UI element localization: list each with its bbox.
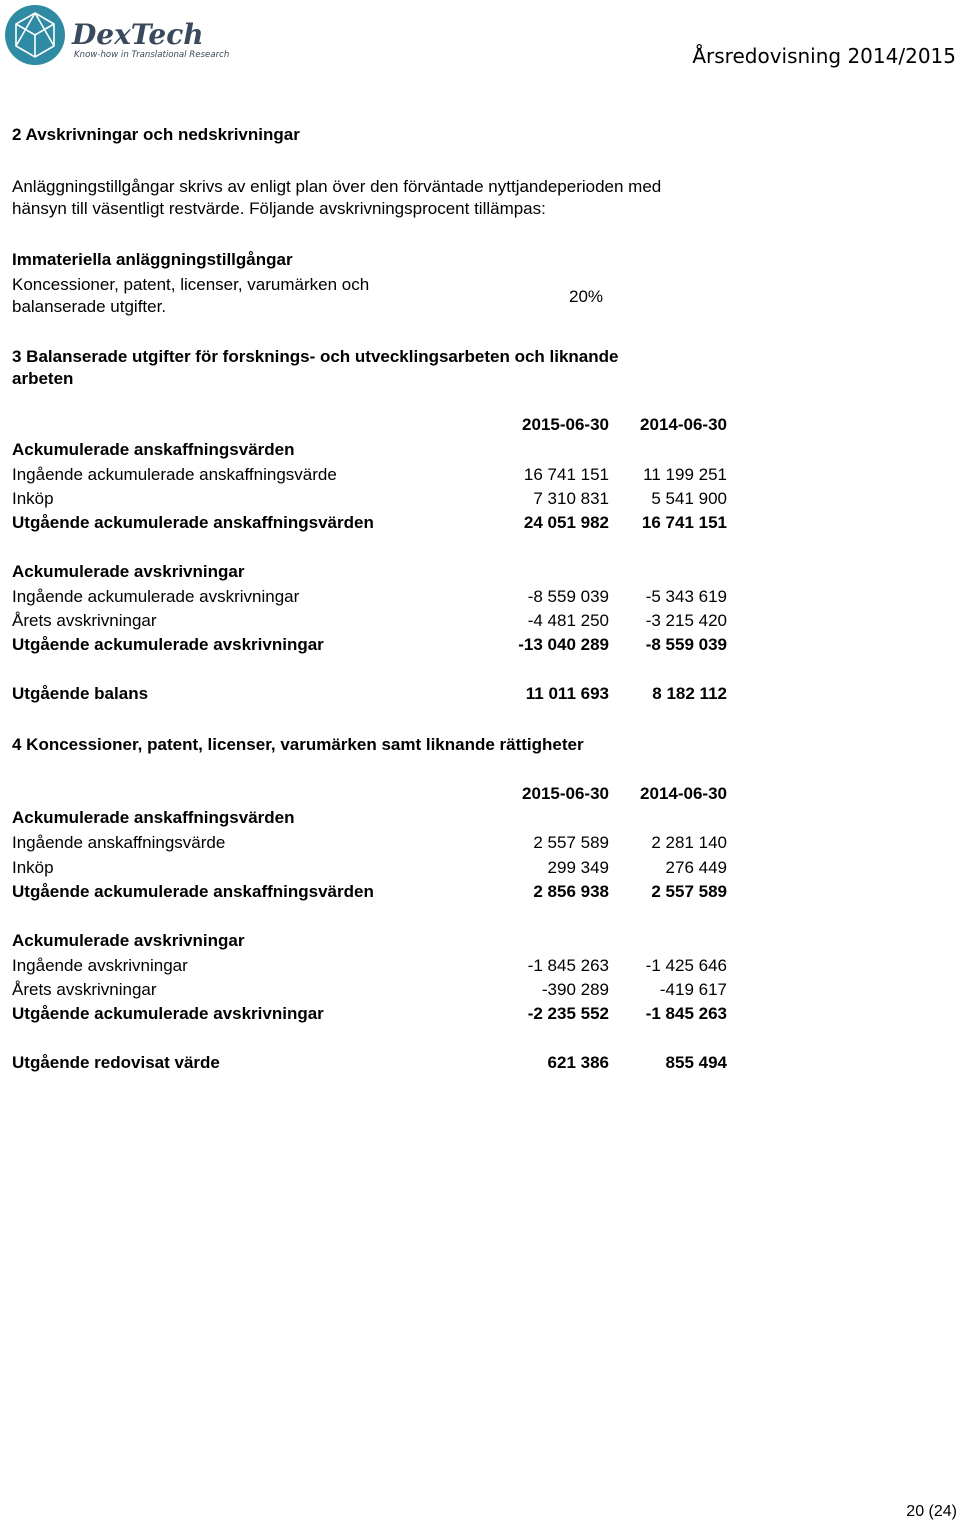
note4-heading: 4 Koncessioner, patent, licenser, varumärken samt liknande rättigheter: [12, 735, 584, 754]
note3-row-value-2014: -5 343 619: [645, 587, 727, 606]
note4-section-label: Ackumulerade anskaffningsvärden: [12, 808, 295, 827]
note3-subtotal-value-2014: 16 741 151: [641, 513, 727, 532]
note2-item-line1: Koncessioner, patent, licenser, varumärken och: [12, 275, 370, 294]
note4-row-value-2014: -419 617: [659, 980, 727, 999]
note3-subtotal-label: Utgående ackumulerade avskrivningar: [12, 635, 324, 654]
page-number: 20 (24): [906, 1503, 957, 1520]
logo-name: DexTech: [72, 18, 204, 51]
note3-total-value-2015: 11 011 693: [525, 684, 609, 703]
note4-subtotal-value-2014: -1 845 263: [645, 1004, 727, 1023]
note3-row-value-2014: 5 541 900: [651, 489, 727, 508]
note4-row-value-2014: 276 449: [665, 858, 727, 877]
report-title: Årsredovisning 2014/2015: [692, 44, 956, 68]
note2-paragraph-line2: hänsyn till väsentligt restvärde. Följande avskrivningsprocent tillämpas:: [12, 199, 546, 218]
note4-total-value-2015: 621 386: [547, 1053, 609, 1072]
note3-total-label: Utgående balans: [12, 684, 149, 703]
note4-row-label: Ingående anskaffningsvärde: [12, 833, 226, 852]
note3-row-label: Inköp: [12, 489, 54, 508]
note3-section-label: Ackumulerade anskaffningsvärden: [12, 440, 295, 459]
note3-subtotal-value-2015: -13 040 289: [518, 635, 609, 654]
note4-section-label: Ackumulerade avskrivningar: [12, 931, 245, 950]
note2-subheading: Immateriella anläggningstillgångar: [12, 250, 293, 269]
note3-row-value-2015: -8 559 039: [527, 587, 609, 606]
note3-row-value-2015: -4 481 250: [527, 611, 609, 630]
depreciation-rate: 20%: [569, 287, 604, 306]
note3-row-label: Årets avskrivningar: [12, 611, 157, 630]
note4-row-value-2015: -390 289: [541, 980, 609, 999]
note4-row-label: Årets avskrivningar: [12, 980, 157, 999]
note3-subtotal-label: Utgående ackumulerade anskaffningsvärden: [12, 513, 374, 532]
note4-total-label: Utgående redovisat värde: [12, 1053, 220, 1072]
note3-row-label: Ingående ackumulerade avskrivningar: [12, 587, 300, 606]
note2-item-line2: balanserade utgifter.: [12, 297, 167, 316]
note4-row-value-2014: -1 425 646: [645, 956, 727, 975]
note3-row-label: Ingående ackumulerade anskaffningsvärde: [12, 465, 337, 484]
note3-subtotal-value-2014: -8 559 039: [645, 635, 727, 654]
note3-row-value-2015: 16 741 151: [523, 465, 609, 484]
note4-row-value-2015: 299 349: [547, 858, 609, 877]
note4-row-value-2015: 2 557 589: [533, 833, 609, 852]
note4-column-header-2015: 2015-06-30: [522, 784, 609, 803]
note4-row-label: Inköp: [12, 858, 54, 877]
note4-row-value-2014: 2 281 140: [651, 833, 727, 852]
note4-row-value-2015: -1 845 263: [527, 956, 609, 975]
note4-total-value-2014: 855 494: [665, 1053, 727, 1072]
note4-subtotal-value-2015: -2 235 552: [527, 1004, 609, 1023]
company-logo: [4, 4, 234, 66]
note4-subtotal-label: Utgående ackumulerade avskrivningar: [12, 1004, 324, 1023]
note3-total-value-2014: 8 182 112: [652, 684, 727, 703]
note3-section-label: Ackumulerade avskrivningar: [12, 562, 245, 581]
note2-heading: 2 Avskrivningar och nedskrivningar: [12, 125, 300, 144]
note3-column-header-2015: 2015-06-30: [522, 415, 609, 434]
logo-tagline: Know-how in Translational Research: [74, 50, 230, 60]
note3-heading-line2: arbeten: [12, 369, 74, 388]
note3-column-header-2014: 2014-06-30: [640, 415, 727, 434]
note3-subtotal-value-2015: 24 051 982: [523, 513, 609, 532]
note4-row-label: Ingående avskrivningar: [12, 956, 188, 975]
note2-paragraph-line1: Anläggningstillgångar skrivs av enligt plan över den förväntade nyttjandeperioden med: [12, 177, 662, 196]
note4-subtotal-value-2015: 2 856 938: [533, 882, 609, 901]
note3-row-value-2015: 7 310 831: [533, 489, 609, 508]
note3-heading-line1: 3 Balanserade utgifter för forsknings- och utvecklingsarbeten och liknande: [12, 347, 619, 366]
note4-subtotal-value-2014: 2 557 589: [651, 882, 727, 901]
note3-row-value-2014: 11 199 251: [643, 465, 727, 484]
note3-row-value-2014: -3 215 420: [645, 611, 727, 630]
note4-subtotal-label: Utgående ackumulerade anskaffningsvärden: [12, 882, 374, 901]
note4-column-header-2014: 2014-06-30: [640, 784, 727, 803]
